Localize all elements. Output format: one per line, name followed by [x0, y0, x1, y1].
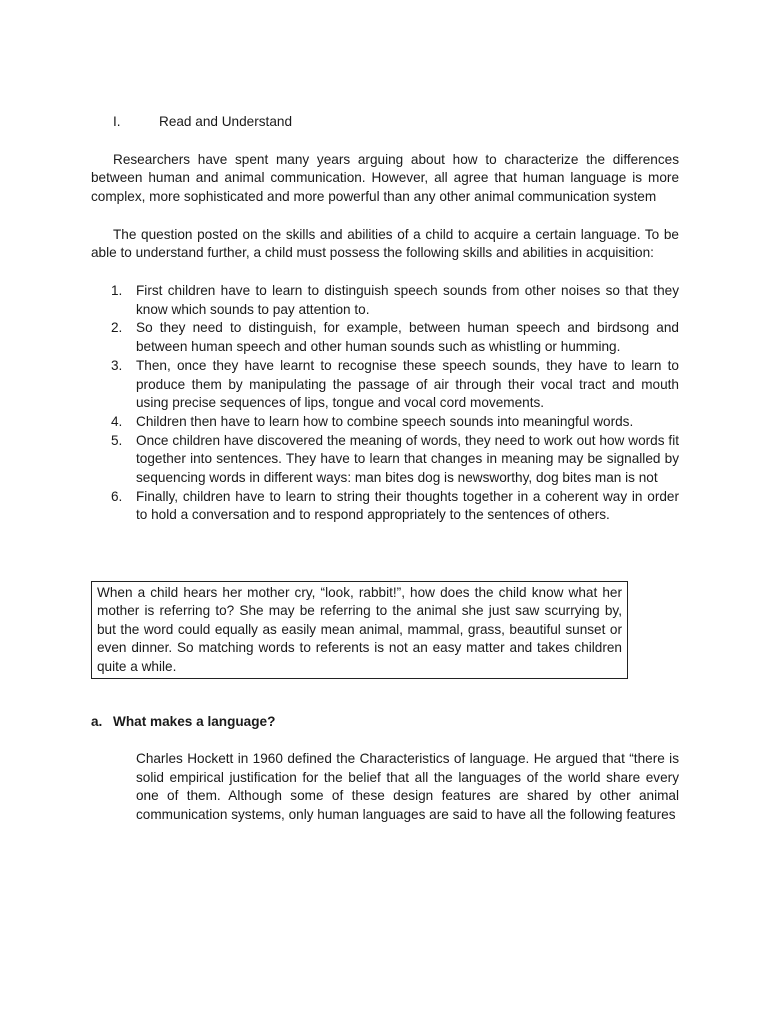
list-item [91, 413, 679, 432]
list-item-number: 3. [111, 357, 123, 373]
intro-paragraph: Researchers have spent many years arguing about how to characterize the differences between human and animal communication. However, all agree that human language is more complex, more sophisticated and more powerful than any other animal communication system [91, 152, 679, 204]
skills-list [91, 282, 679, 525]
list-item-text: Once children have discovered the meaning of words, they need to work out how words fit together into sentences. They have to learn that changes in meaning may be signalled by sequencing words in different ways: man bites dog is newsworthy, dog bites man is not [136, 432, 679, 486]
list-item-number: 6. [111, 488, 123, 504]
list-item-number: 4. [111, 413, 123, 429]
list-item [91, 282, 679, 319]
section-title: Read and Understand [159, 114, 293, 129]
list-item-number: 1. [111, 283, 123, 298]
callout-box [91, 581, 628, 679]
list-item-text: First children have to learn to distinguish speech sounds from other noises so that they know which sounds to pay attention to. [136, 283, 679, 317]
question-paragraph: The question posted on the skills and abilities of a child to acquire a certain language. To be able to understand further, a child must possess the following skills and abilities in acquisition: [91, 227, 679, 261]
list-item [91, 357, 679, 413]
section-number: I. [113, 114, 121, 129]
list-item-number: 5. [111, 432, 123, 448]
subsection-title: What makes a language? [113, 714, 276, 729]
section-heading [113, 113, 292, 131]
list-item [91, 488, 679, 525]
hockett-paragraph: Charles Hockett in 1960 defined the Characteristics of language. He argued that “there is solid empirical justification for the belief that all the languages of the world share every one of them. Although some of these design features are shared by other animal communication systems, only human languages are said to have all the following features [136, 751, 679, 822]
callout-text: When a child hears her mother cry, “look, rabbit!”, how does the child know what her mother is referring to? She may be referring to the animal she just saw scurrying by, but the word could equally as easily mean animal, mammal, grass, beautiful sunset or even dinner. So matching words to referents is not an easy matter and takes children quite a while. [97, 585, 622, 674]
subsection-heading [91, 713, 275, 731]
list-item-text: Children then have to learn how to combine speech sounds into meaningful words. [136, 413, 634, 429]
list-item [91, 432, 679, 488]
list-item-text: Finally, children have to learn to string their thoughts together in a coherent way in order to hold a conversation and to respond appropriately to the sentences of others. [136, 488, 679, 523]
list-item-number: 2. [111, 320, 123, 336]
list-item [91, 319, 679, 356]
subsection-number: a. [91, 714, 103, 729]
list-item-text: So they need to distinguish, for example, between human speech and birdsong and between human speech and other human sounds such as whistling or humming. [136, 320, 679, 355]
list-item-text: Then, once they have learnt to recognise these speech sounds, they have to learn to produce them by manipulating the passage of air through their vocal tract and mouth using precise sequences of lips, tongue and vocal cord movements. [136, 357, 679, 411]
